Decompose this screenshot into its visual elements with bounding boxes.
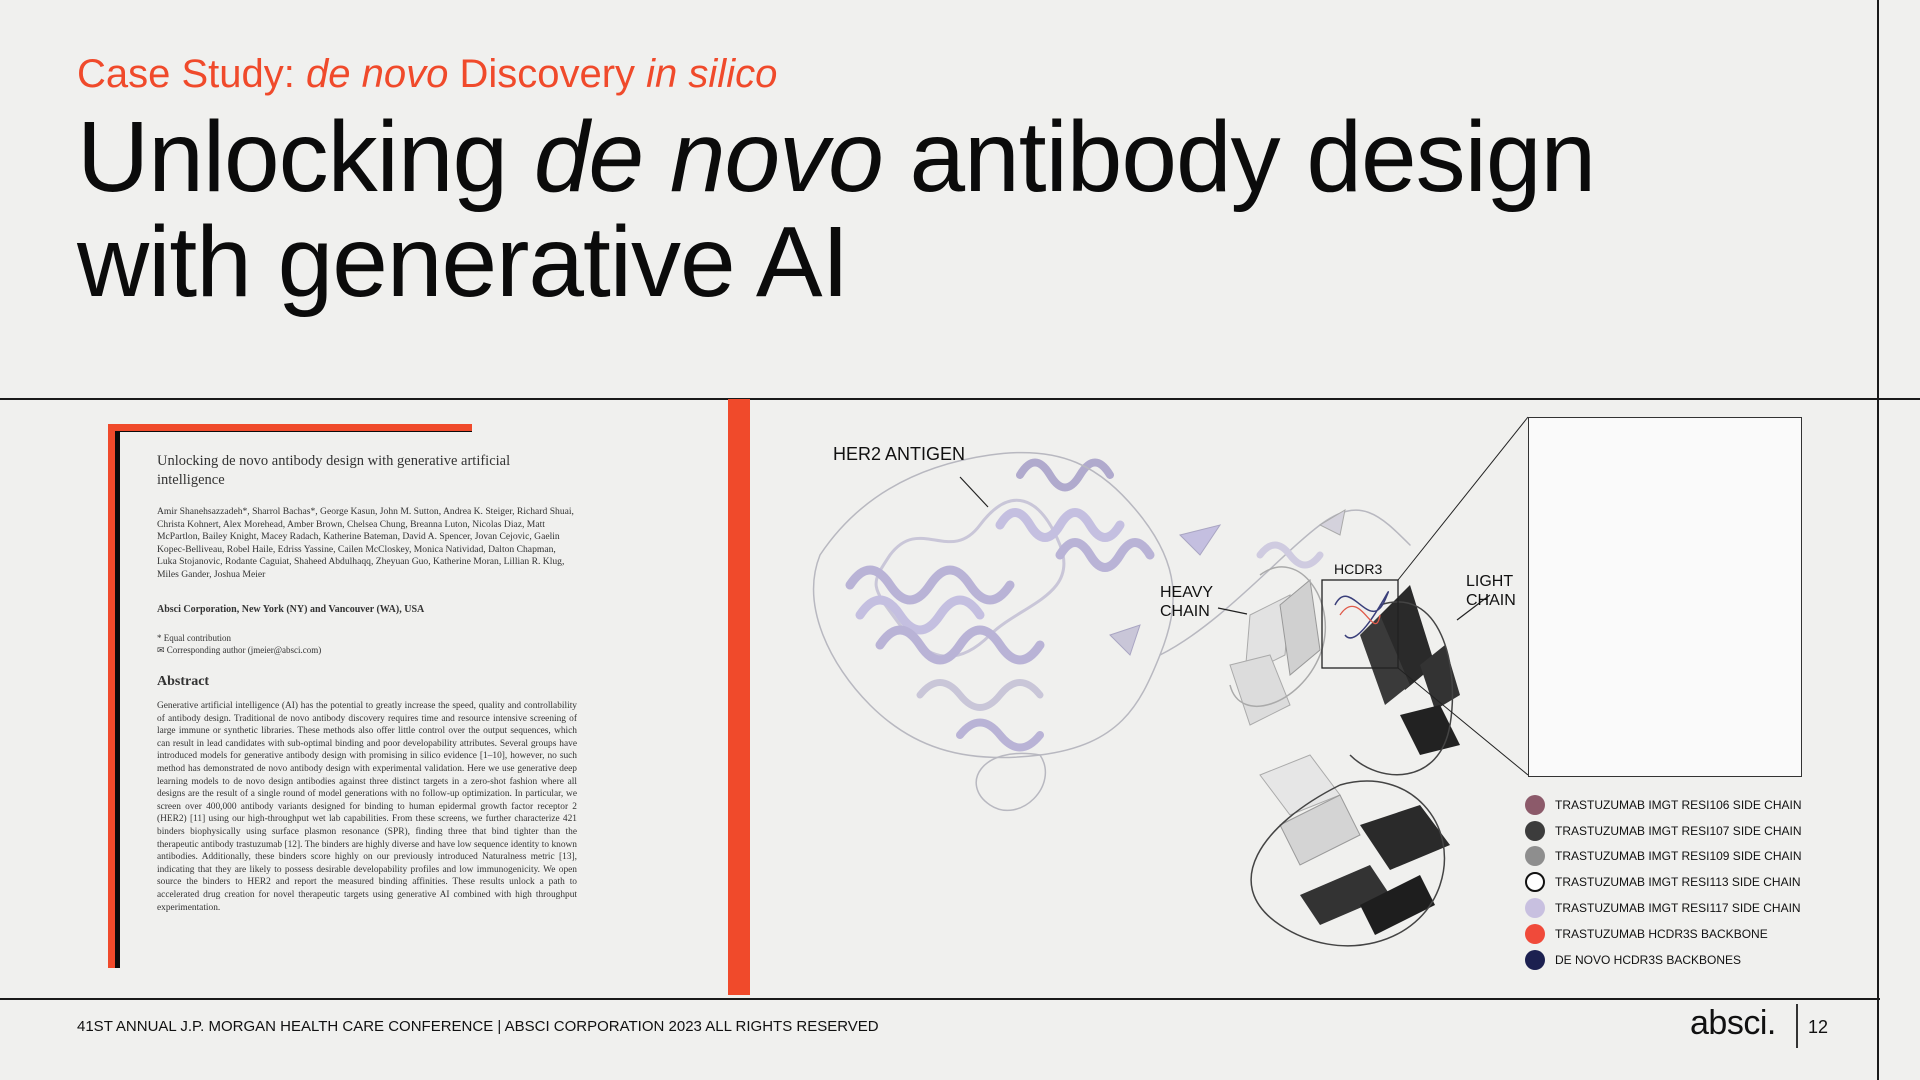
her2-antigen-structure xyxy=(814,453,1410,811)
legend-label: TRASTUZUMAB IMGT RESI113 SIDE CHAIN xyxy=(1555,875,1801,890)
structure-legend xyxy=(1525,792,1815,973)
title-line-2: with generative AI xyxy=(77,206,849,318)
hcdr3-zoom-inset xyxy=(1528,417,1802,777)
legend-label: TRASTUZUMAB IMGT RESI106 SIDE CHAIN xyxy=(1555,797,1802,812)
paper-title: Unlocking de novo antibody design with generative artificial intelligence xyxy=(157,453,511,488)
legend-item xyxy=(1525,869,1815,895)
title-part-2: antibody design xyxy=(882,101,1596,213)
legend-item xyxy=(1525,921,1815,947)
legend-item xyxy=(1525,792,1815,818)
title-part-1: Unlocking xyxy=(77,101,534,213)
legend-swatch xyxy=(1525,872,1545,892)
legend-item xyxy=(1525,844,1815,870)
eyebrow-middle: Discovery xyxy=(448,52,647,96)
accent-bar xyxy=(728,399,750,995)
hcdr3-label: HCDR3 xyxy=(1334,561,1383,577)
legend-label: TRASTUZUMAB IMGT RESI117 SIDE CHAIN xyxy=(1555,901,1801,916)
title-italic: de novo xyxy=(533,101,883,213)
legend-label: TRASTUZUMAB IMGT RESI109 SIDE CHAIN xyxy=(1555,849,1802,864)
paper-note-corresponding: ✉ Corresponding author (jmeier@absci.com) xyxy=(157,645,322,655)
her2-antigen-label: HER2 ANTIGEN xyxy=(833,444,966,464)
legend-swatch xyxy=(1525,924,1545,944)
legend-item xyxy=(1525,818,1815,844)
legend-label: TRASTUZUMAB HCDR3S BACKBONE xyxy=(1555,926,1768,941)
heavy-chain-label: HEAVY CHAIN xyxy=(1160,584,1213,620)
legend-swatch xyxy=(1525,950,1545,970)
legend-swatch xyxy=(1525,821,1545,841)
legend-item xyxy=(1525,947,1815,973)
her2-leader-line xyxy=(960,477,988,507)
footer-text: 41ST ANNUAL J.P. MORGAN HEALTH CARE CONFERENCE | ABSCI CORPORATION 2023 ALL RIGHTS RESERVED xyxy=(77,1018,879,1035)
bottom-divider xyxy=(0,998,1880,1000)
title-line-1 xyxy=(77,101,1596,213)
legend-swatch xyxy=(1525,795,1545,815)
eyebrow-italic-de-novo: de novo xyxy=(306,52,449,96)
case-study-eyebrow xyxy=(77,52,777,97)
light-chain-label: LIGHT CHAIN xyxy=(1466,573,1516,609)
paper-abstract-heading: Abstract xyxy=(157,674,210,689)
heavy-chain-structure xyxy=(1230,567,1360,865)
paper-affiliation: Absci Corporation, New York (NY) and Vancouver (WA), USA xyxy=(157,604,425,615)
top-divider xyxy=(0,398,1920,400)
legend-label: TRASTUZUMAB IMGT RESI107 SIDE CHAIN xyxy=(1555,823,1802,838)
logo-separator xyxy=(1796,1004,1798,1048)
eyebrow-italic-in-silico: in silico xyxy=(646,52,778,96)
paper-authors: Amir Shanehsazzadeh*, Sharrol Bachas*, George Kasun, John M. Sutton, Andrea K. Steiger, Richard Shuai, Christa Kohnert, Alex Morehead, Amber Brown, Chelsea Chung, Breanna Luton, Nicolas Diaz, Matt McPartlon, Bailey Knight, Macey Radach, Katherine Bateman, David A. Spencer, Jovan Cejovic, Gaelin Kopec-Belliveau, Robel Haile, Edriss Yassine, Cailen McCloskey, Monica Natividad, Dalton Chapman, Luka Stojanovic, Rodante Caguiat, Shaheed Abdulhaqq, Zheyuan Guo, Katherine Moran, Lillian R. Klug, Miles Gander, Joshua Meier xyxy=(157,506,574,580)
slide-title xyxy=(77,101,1596,318)
legend-item xyxy=(1525,895,1815,921)
legend-swatch xyxy=(1525,898,1545,918)
absci-logo: absci. xyxy=(1690,1004,1776,1042)
page-number: 12 xyxy=(1808,1017,1829,1037)
legend-swatch xyxy=(1525,846,1545,866)
eyebrow-prefix: Case Study: xyxy=(77,52,307,96)
paper-abstract: Generative artificial intelligence (AI) has the potential to greatly increase the speed, quality and controllability of antibody design. Traditional de novo antibody discovery requires time and resource intensive screening of large immune or synthetic libraries. These methods also offer little control over the output sequences, which can result in lead candidates with sub-optimal binding and poor developability attributes. Several groups have introduced models for generative antibody design with promising in silico evidence [1–10], however, no such method has demonstrated de novo antibody design with experimental validation. Here we use generative deep learning models to de novo design antibodies against three distinct targets in a zero-shot fashion where all designs are the result of a single round of model generations with no follow-up optimization. In particular, we screen over 400,000 antibody variants designed for binding to human epidermal growth factor receptor 2 (HER2) [11] using our high-throughput wet lab capabilities. From these screens, we further characterize 421 binders biophysically using surface plasmon resonance (SPR), finding three that bind tighter than the therapeutic antibody trastuzumab [12]. The binders are highly diverse and have low sequence identity to known antibodies. Additionally, these binders score highly on our previously introduced Naturalness metric [13], indicating that they are likely to possess desirable developability profiles and low immunogenicity. We open source the binders to HER2 and report the measured binding affinities. These results unlock a path to accelerated drug creation for novel therapeutic targets using generative AI combined with high throughput experimentation. xyxy=(157,701,577,913)
paper-preview xyxy=(120,432,580,972)
legend-label: DE NOVO HCDR3S BACKBONES xyxy=(1555,952,1742,967)
paper-note-equal: * Equal contribution xyxy=(157,633,231,643)
paper-notes xyxy=(157,632,321,656)
